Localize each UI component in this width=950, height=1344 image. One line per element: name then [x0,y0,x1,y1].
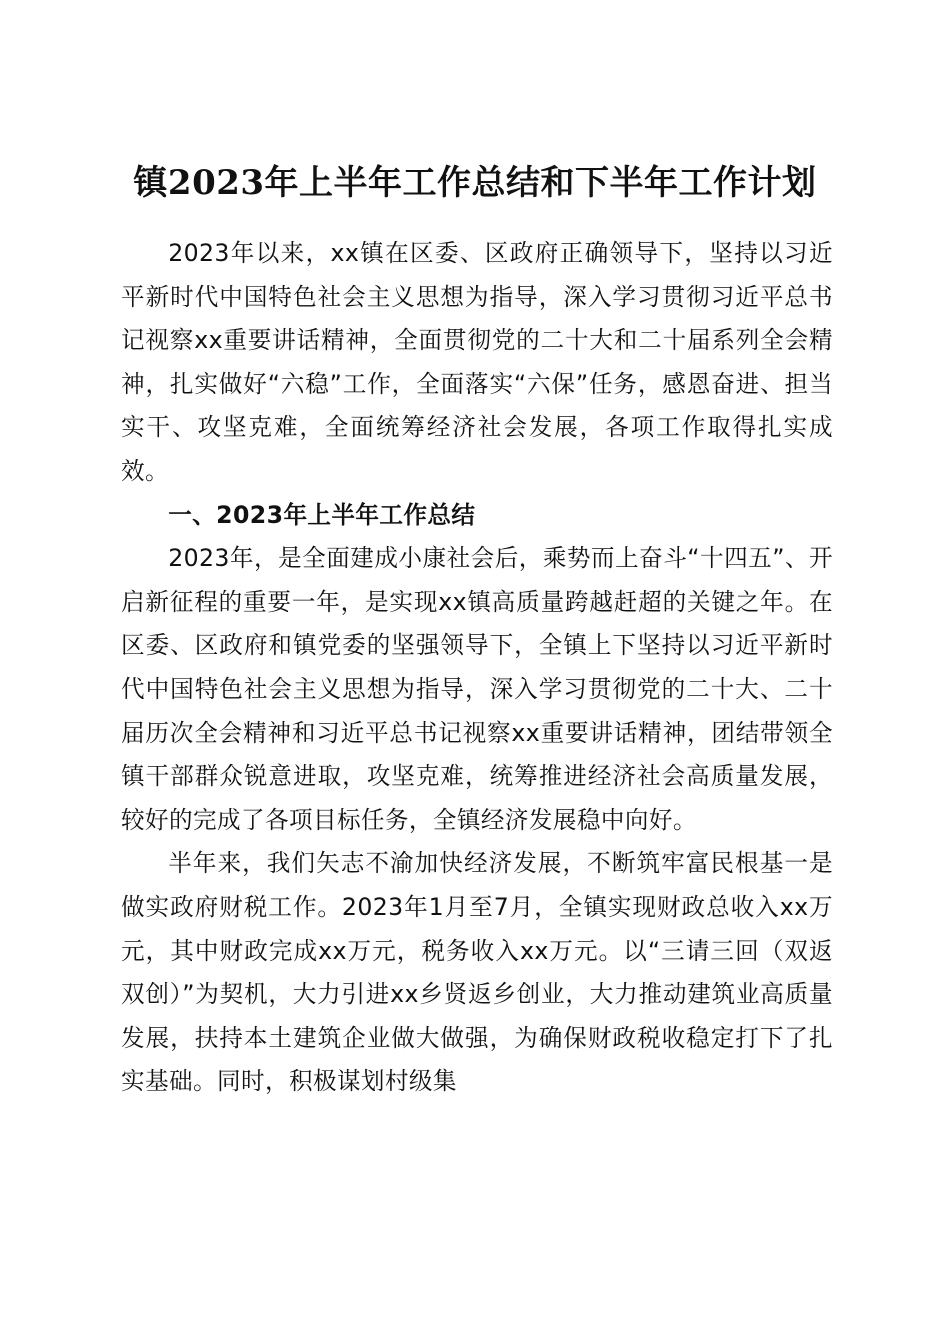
section-heading: 一、2023年上半年工作总结 [168,500,476,529]
body-paragraph: 半年来，我们矢志不渝加快经济发展，不断筑牢富民根基一是做实政府财税工作。2023年1月至7月，全镇实现财政总收入xx万元，其中财政完成xx万元，税务收入xx万元。以“三请三回（双返双创）”为契机，大力引进xx乡贤返乡创业，大力推动建筑业高质量发展，扶持本土建筑企业做大做强，为确保财政税收稳定打下了扎实基础。同时，积极谋划村级集 [121,849,833,1096]
document-body [121,232,833,1104]
body-paragraph: 2023年，是全面建成小康社会后，乘势而上奋斗“十四五”、开启新征程的重要一年，是实现xx镇高质量跨越赶超的关键之年。在区委、区政府和镇党委的坚强领导下，全镇上下坚持以习近平新时代中国特色社会主义思想为指导，深入学习贯彻党的二十大、二十届历次全会精神和习近平总书记视察xx重要讲话精神，团结带领全镇干部群众锐意进取，攻坚克难，统筹推进经济社会高质量发展，较好的完成了各项目标任务，全镇经济发展稳中向好。 [121,544,833,834]
intro-paragraph: 2023年以来，xx镇在区委、区政府正确领导下，坚持以习近平新时代中国特色社会主义思想为指导，深入学习贯彻习近平总书记视察xx重要讲话精神，全面贯彻党的二十大和二十届系列全会精神，扎实做好“六稳”工作，全面落实“六保”任务，感恩奋进、担当实干、攻坚克难，全面统筹经济社会发展，各项工作取得扎实成效。 [121,239,833,485]
document-title: 镇2023年上半年工作总结和下半年工作计划 [133,162,817,203]
